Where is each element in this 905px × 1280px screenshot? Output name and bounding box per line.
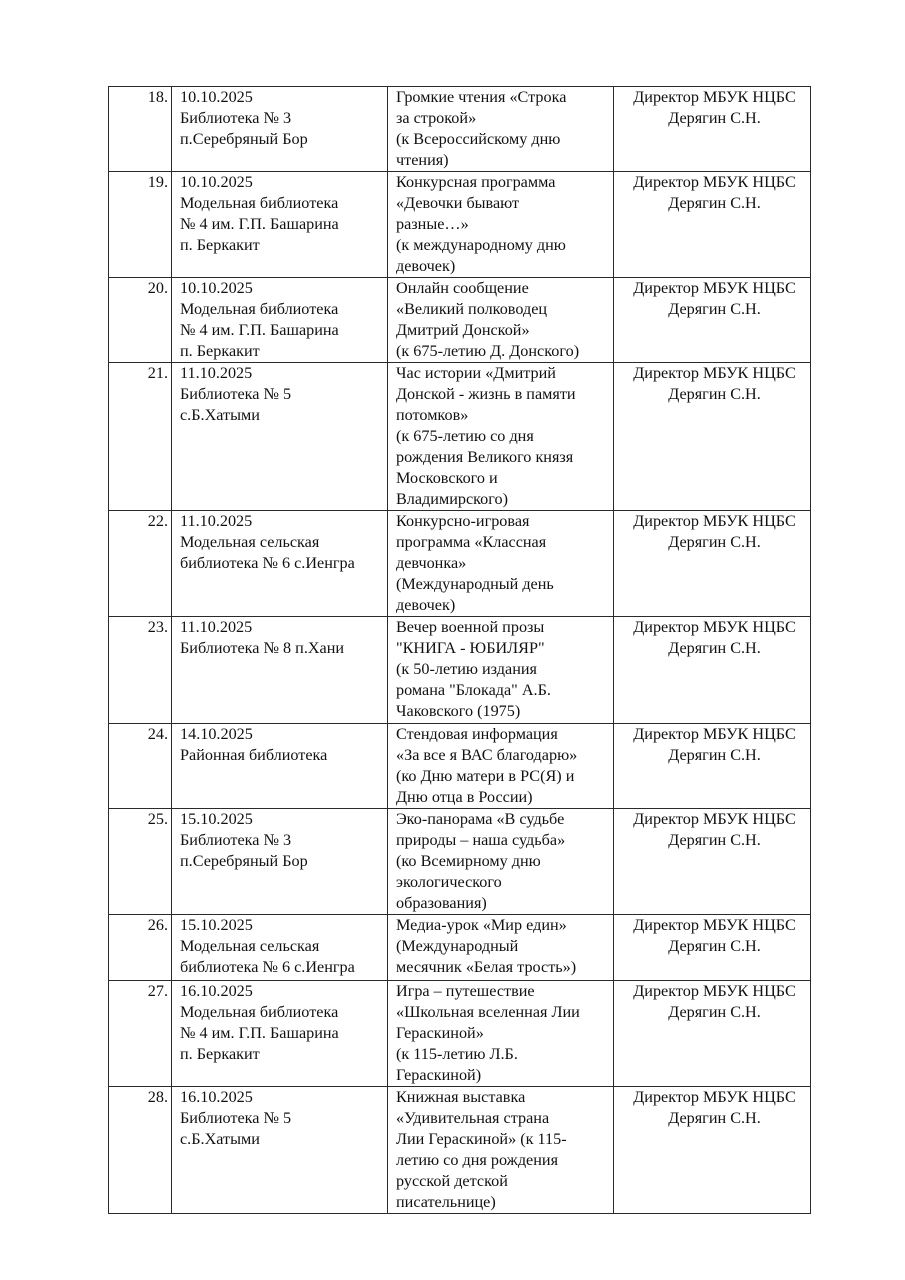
table-row xyxy=(109,511,811,617)
venue-cell-line: Библиотека № 5 xyxy=(180,1109,292,1127)
row-number: 19. xyxy=(109,172,172,278)
row-number: 20. xyxy=(109,278,172,363)
table-row xyxy=(109,278,811,363)
responsible-cell-line: Дерягин С.Н. xyxy=(668,746,761,764)
event-cell-line: рождения Великого князя xyxy=(396,448,574,466)
responsible-cell-line: Директор МБУК НЦБС xyxy=(633,88,796,106)
venue-cell-line: с.Б.Хатыми xyxy=(180,1130,260,1148)
venue-cell xyxy=(172,915,388,981)
event-cell-line: Эко-панорама «В судьбе xyxy=(396,810,565,828)
venue-cell-line: Библиотека № 3 xyxy=(180,831,292,849)
responsible-cell-line: Директор МБУК НЦБС xyxy=(633,173,796,191)
venue-cell-line: библиотека № 6 с.Иенгра xyxy=(180,958,355,976)
responsible-cell xyxy=(614,809,811,915)
row-number: 26. xyxy=(109,915,172,981)
event-cell-line: Конкурсная программа xyxy=(396,173,556,191)
event-cell-line: Московского и xyxy=(396,469,498,487)
event-cell-line: летию со дня рождения xyxy=(396,1151,559,1169)
event-cell-line: разные…» xyxy=(396,215,469,233)
row-number: 21. xyxy=(109,363,172,511)
event-cell-line: Дню отца в России) xyxy=(396,788,533,806)
event-cell xyxy=(388,724,614,809)
row-number: 23. xyxy=(109,617,172,724)
event-cell-line: девочек) xyxy=(396,257,456,275)
event-cell-line: русской детской xyxy=(396,1172,508,1190)
event-cell-line: романа "Блокада" А.Б. xyxy=(396,681,551,699)
table-row xyxy=(109,363,811,511)
responsible-cell xyxy=(614,278,811,363)
event-cell-line: «Великий полководец xyxy=(396,300,548,318)
row-number: 27. xyxy=(109,981,172,1087)
responsible-cell-line: Директор МБУК НЦБС xyxy=(633,364,796,382)
venue-cell xyxy=(172,1087,388,1214)
venue-cell-line: 10.10.2025 xyxy=(180,279,253,297)
event-cell-line: Гераскиной) xyxy=(396,1066,482,1084)
events-table-body xyxy=(109,87,811,1214)
row-number: 18. xyxy=(109,87,172,172)
event-cell xyxy=(388,809,614,915)
event-cell-line: Онлайн сообщение xyxy=(396,279,529,297)
events-table xyxy=(108,86,811,1214)
event-cell-line: писательнице) xyxy=(396,1193,496,1211)
responsible-cell-line: Директор МБУК НЦБС xyxy=(633,810,796,828)
event-cell xyxy=(388,915,614,981)
venue-cell xyxy=(172,724,388,809)
event-cell-line: девочек) xyxy=(396,596,456,614)
responsible-cell xyxy=(614,87,811,172)
event-cell-line: Медиа-урок «Мир един» xyxy=(396,916,567,934)
responsible-cell xyxy=(614,981,811,1087)
event-cell-line: чтения) xyxy=(396,151,449,169)
row-number: 28. xyxy=(109,1087,172,1214)
event-cell-line: образования) xyxy=(396,894,487,912)
responsible-cell xyxy=(614,617,811,724)
event-cell-line: Владимирского) xyxy=(396,490,508,508)
event-cell-line: за строкой» xyxy=(396,109,477,127)
event-cell-line: Книжная выставка xyxy=(396,1088,526,1106)
responsible-cell-line: Дерягин С.Н. xyxy=(668,300,761,318)
event-cell-line: потомков» xyxy=(396,406,469,424)
event-cell-line: (ко Дню матери в РС(Я) и xyxy=(396,767,575,785)
event-cell-line: девчонка» xyxy=(396,554,467,572)
venue-cell-line: Библиотека № 5 xyxy=(180,385,292,403)
table-row xyxy=(109,724,811,809)
event-cell-line: Игра – путешествие xyxy=(396,982,535,1000)
venue-cell-line: п. Беркакит xyxy=(180,342,260,360)
event-cell-line: Громкие чтения «Строка xyxy=(396,88,567,106)
venue-cell-line: Модельная сельская xyxy=(180,937,320,955)
event-cell xyxy=(388,981,614,1087)
venue-cell-line: п.Серебряный Бор xyxy=(180,130,308,148)
event-cell-line: "КНИГА - ЮБИЛЯР" xyxy=(396,639,545,657)
responsible-cell-line: Дерягин С.Н. xyxy=(668,385,761,403)
table-row xyxy=(109,172,811,278)
event-cell xyxy=(388,278,614,363)
event-cell xyxy=(388,617,614,724)
responsible-cell xyxy=(614,915,811,981)
event-cell-line: Донской - жизнь в памяти xyxy=(396,385,576,403)
event-cell-line: (ко Всемирному дню xyxy=(396,852,541,870)
venue-cell-line: п.Серебряный Бор xyxy=(180,852,308,870)
row-number: 22. xyxy=(109,511,172,617)
venue-cell-line: п. Беркакит xyxy=(180,1045,260,1063)
event-cell-line: Лии Гераскиной» (к 115- xyxy=(396,1130,567,1148)
venue-cell-line: 11.10.2025 xyxy=(180,618,253,636)
responsible-cell-line: Директор МБУК НЦБС xyxy=(633,916,796,934)
responsible-cell-line: Директор МБУК НЦБС xyxy=(633,1088,796,1106)
event-cell-line: (Международный xyxy=(396,937,519,955)
venue-cell xyxy=(172,363,388,511)
responsible-cell-line: Директор МБУК НЦБС xyxy=(633,618,796,636)
event-cell xyxy=(388,363,614,511)
venue-cell-line: 11.10.2025 xyxy=(180,364,253,382)
responsible-cell-line: Директор МБУК НЦБС xyxy=(633,279,796,297)
responsible-cell xyxy=(614,511,811,617)
responsible-cell-line: Дерягин С.Н. xyxy=(668,937,761,955)
event-cell-line: Час истории «Дмитрий xyxy=(396,364,556,382)
responsible-cell-line: Директор МБУК НЦБС xyxy=(633,512,796,530)
venue-cell xyxy=(172,172,388,278)
venue-cell xyxy=(172,809,388,915)
venue-cell-line: № 4 им. Г.П. Башарина xyxy=(180,1024,339,1042)
table-row xyxy=(109,809,811,915)
responsible-cell-line: Дерягин С.Н. xyxy=(668,109,761,127)
venue-cell-line: п. Беркакит xyxy=(180,236,260,254)
venue-cell-line: 14.10.2025 xyxy=(180,725,253,743)
event-cell-line: природы – наша судьба» xyxy=(396,831,566,849)
responsible-cell xyxy=(614,172,811,278)
venue-cell xyxy=(172,87,388,172)
event-cell xyxy=(388,511,614,617)
venue-cell xyxy=(172,617,388,724)
event-cell xyxy=(388,87,614,172)
event-cell-line: Дмитрий Донской» xyxy=(396,321,530,339)
responsible-cell xyxy=(614,724,811,809)
venue-cell xyxy=(172,278,388,363)
event-cell-line: (к 115-летию Л.Б. xyxy=(396,1045,518,1063)
responsible-cell-line: Дерягин С.Н. xyxy=(668,1003,761,1021)
venue-cell-line: Модельная библиотека xyxy=(180,194,339,212)
event-cell xyxy=(388,172,614,278)
event-cell-line: (Международный день xyxy=(396,575,554,593)
event-cell-line: Гераскиной» xyxy=(396,1024,484,1042)
responsible-cell-line: Дерягин С.Н. xyxy=(668,1109,761,1127)
venue-cell-line: № 4 им. Г.П. Башарина xyxy=(180,321,339,339)
event-cell-line: (к 675-летию со дня xyxy=(396,427,534,445)
event-cell-line: (к 675-летию Д. Донского) xyxy=(396,342,580,360)
venue-cell-line: Библиотека № 3 xyxy=(180,109,292,127)
responsible-cell xyxy=(614,363,811,511)
venue-cell-line: 10.10.2025 xyxy=(180,88,253,106)
responsible-cell-line: Директор МБУК НЦБС xyxy=(633,982,796,1000)
event-cell-line: программа «Классная xyxy=(396,533,547,551)
table-row xyxy=(109,1087,811,1214)
event-cell-line: месячник «Белая трость») xyxy=(396,958,577,976)
venue-cell-line: 16.10.2025 xyxy=(180,982,253,1000)
responsible-cell xyxy=(614,1087,811,1214)
table-row xyxy=(109,87,811,172)
venue-cell-line: № 4 им. Г.П. Башарина xyxy=(180,215,339,233)
responsible-cell-line: Дерягин С.Н. xyxy=(668,194,761,212)
venue-cell xyxy=(172,511,388,617)
event-cell-line: «Девочки бывают xyxy=(396,194,520,212)
responsible-cell-line: Дерягин С.Н. xyxy=(668,533,761,551)
venue-cell-line: библиотека № 6 с.Иенгра xyxy=(180,554,355,572)
venue-cell-line: Библиотека № 8 п.Хани xyxy=(180,639,345,657)
row-number: 25. xyxy=(109,809,172,915)
event-cell-line: экологического xyxy=(396,873,502,891)
responsible-cell-line: Дерягин С.Н. xyxy=(668,639,761,657)
event-cell-line: (к Всероссийскому дню xyxy=(396,130,561,148)
event-cell-line: «За все я ВАС благодарю» xyxy=(396,746,578,764)
venue-cell-line: с.Б.Хатыми xyxy=(180,406,260,424)
venue-cell-line: 11.10.2025 xyxy=(180,512,253,530)
event-cell-line: «Удивительная страна xyxy=(396,1109,550,1127)
event-cell-line: Конкурсно-игровая xyxy=(396,512,530,530)
table-row xyxy=(109,915,811,981)
venue-cell-line: 10.10.2025 xyxy=(180,173,253,191)
event-cell-line: (к 50-летию издания xyxy=(396,660,537,678)
event-cell-line: «Школьная вселенная Лии xyxy=(396,1003,580,1021)
venue-cell-line: Районная библиотека xyxy=(180,746,328,764)
table-row xyxy=(109,617,811,724)
venue-cell-line: Модельная библиотека xyxy=(180,1003,339,1021)
responsible-cell-line: Дерягин С.Н. xyxy=(668,831,761,849)
event-cell-line: Вечер военной прозы xyxy=(396,618,545,636)
venue-cell-line: Модельная библиотека xyxy=(180,300,339,318)
venue-cell xyxy=(172,981,388,1087)
event-cell-line: (к международному дню xyxy=(396,236,566,254)
table-row xyxy=(109,981,811,1087)
event-cell-line: Чаковского (1975) xyxy=(396,702,521,720)
event-cell-line: Стендовая информация xyxy=(396,725,558,743)
row-number: 24. xyxy=(109,724,172,809)
event-cell xyxy=(388,1087,614,1214)
venue-cell-line: 15.10.2025 xyxy=(180,810,253,828)
venue-cell-line: 15.10.2025 xyxy=(180,916,253,934)
venue-cell-line: Модельная сельская xyxy=(180,533,320,551)
venue-cell-line: 16.10.2025 xyxy=(180,1088,253,1106)
responsible-cell-line: Директор МБУК НЦБС xyxy=(633,725,796,743)
